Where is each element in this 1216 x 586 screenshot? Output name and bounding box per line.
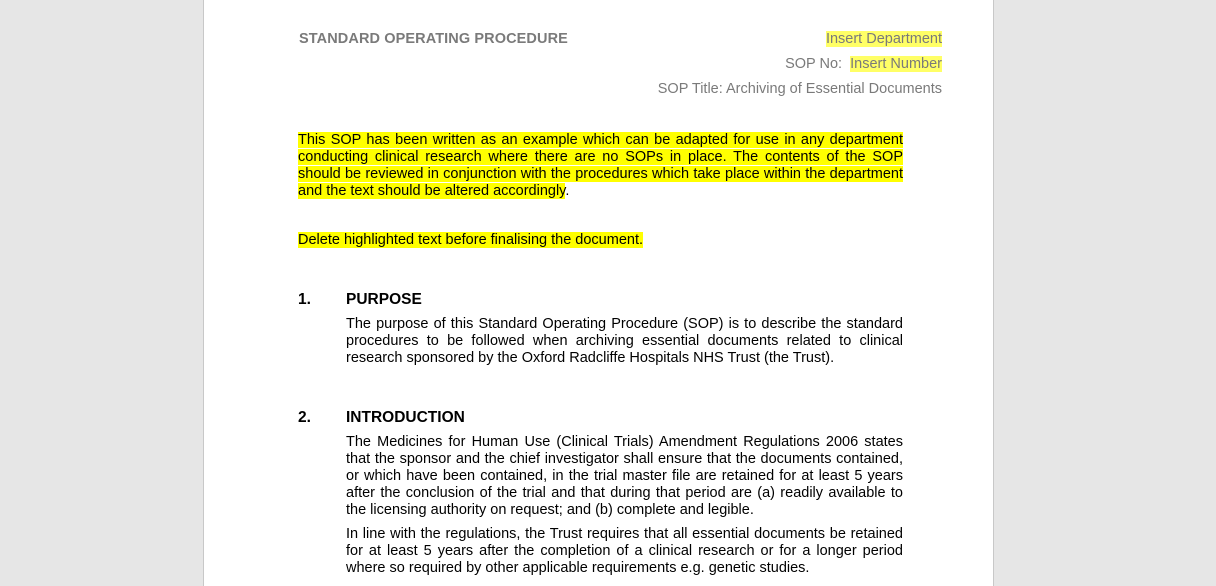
department-line: [826, 31, 942, 47]
section-2-paragraph-2[interactable]: In line with the regulations, the Trust requires that all essential documents be retained for at least 5 years after the completion of a clinical research or for a longer period where so required by other applicable requirements e.g. genetic studies.: [346, 526, 903, 576]
intro-paragraph[interactable]: [298, 132, 903, 200]
intro-trailing-period: .: [565, 183, 570, 199]
delete-note-line[interactable]: [298, 232, 643, 249]
sop-number-placeholder[interactable]: Insert Number: [850, 56, 942, 72]
doc-type-heading: STANDARD OPERATING PROCEDURE: [299, 31, 568, 47]
document-page[interactable]: [203, 0, 994, 586]
intro-highlighted-text: This SOP has been written as an example which can be adapted for use in any department conducting clinical research where there are no SOPs in place. The contents of the SOP should be reviewed in conjunction with the procedures which take place within the department and the text should be altered accordingly: [298, 132, 903, 199]
section-1-number: 1.: [298, 291, 311, 308]
section-2-paragraph-1[interactable]: The Medicines for Human Use (Clinical Trials) Amendment Regulations 2006 states that the sponsor and the chief investigator shall ensure that the documents contained, or which have been contained, in the trial master file are retained for at least 5 years after the conclusion of the trial and that during that period are (a) readily available to the licensing authority on request; and (b) complete and legible.: [346, 434, 903, 518]
section-2-title: INTRODUCTION: [346, 409, 465, 426]
department-placeholder[interactable]: Insert Department: [825, 31, 942, 47]
section-1-paragraph-1[interactable]: The purpose of this Standard Operating Procedure (SOP) is to describe the standard procedures to be followed when archiving essential documents related to clinical research sponsored by the Oxford Radcliffe Hospitals NHS Trust (the Trust).: [346, 316, 903, 366]
section-1-title: PURPOSE: [346, 291, 422, 308]
sop-no-label: SOP No:: [785, 56, 843, 72]
sop-number-line: [785, 56, 942, 72]
delete-note-text: Delete highlighted text before finalising the document.: [298, 232, 643, 248]
section-2-number: 2.: [298, 409, 311, 426]
sop-title: SOP Title: Archiving of Essential Documents: [657, 81, 942, 97]
